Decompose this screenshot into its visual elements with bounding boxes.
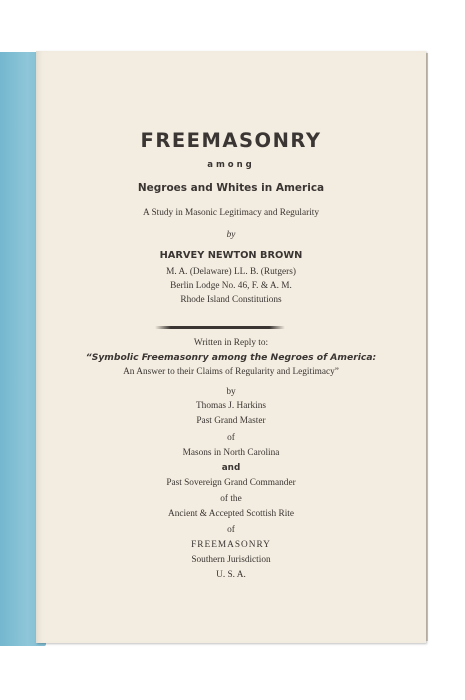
- ornamental-rule: [155, 326, 285, 329]
- book-subtitle: Negroes and Whites in America: [137, 182, 325, 194]
- reply-line: and: [221, 463, 241, 473]
- study-subtitle: A Study in Masonic Legitimacy and Regularity: [142, 208, 320, 218]
- book-title: FREEMASONRY: [140, 129, 322, 152]
- reply-line: of: [227, 433, 235, 443]
- author-name: HARVEY NEWTON BROWN: [159, 250, 303, 261]
- author-credential: M. A. (Delaware) LL. B. (Rutgers): [166, 267, 296, 277]
- reply-line: of the: [220, 494, 242, 504]
- reply-subtitle: An Answer to their Claims of Regularity and Legitimacy”: [123, 367, 339, 377]
- reply-line: Southern Jurisdiction: [191, 555, 271, 565]
- among-word: among: [207, 160, 255, 170]
- author-credential: Berlin Lodge No. 46, F. & A. M.: [170, 281, 292, 291]
- reply-title: “Symbolic Freemasonry among the Negroes of America:: [85, 352, 377, 363]
- reply-line: by: [226, 387, 236, 397]
- reply-line: Masons in North Carolina: [182, 448, 280, 458]
- reply-line: Ancient & Accepted Scottish Rite: [168, 509, 294, 519]
- reply-line: Past Grand Master: [196, 416, 266, 426]
- by-line: by: [226, 230, 236, 240]
- reply-line: Thomas J. Harkins: [196, 401, 266, 411]
- title-page: [36, 51, 426, 643]
- reply-line: Past Sovereign Grand Commander: [166, 478, 296, 488]
- reply-line: of: [227, 525, 235, 535]
- author-credential: Rhode Island Constitutions: [180, 295, 282, 305]
- reply-intro: Written in Reply to:: [193, 338, 269, 348]
- reply-line: U. S. A.: [216, 570, 246, 580]
- reply-line: FREEMASONRY: [191, 540, 271, 550]
